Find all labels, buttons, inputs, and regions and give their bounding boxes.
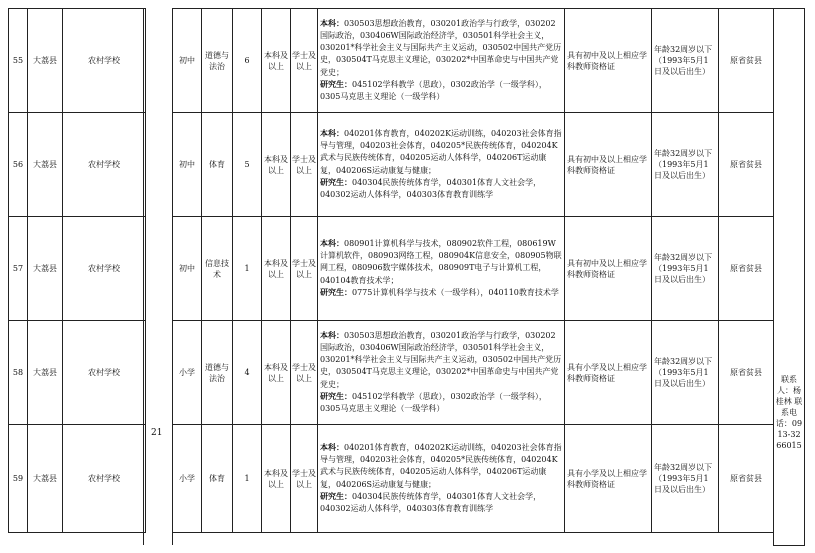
- certificate-cell: 具有小学及以上相应学科教师资格证: [565, 321, 652, 425]
- county-category-cell: 原省贫县: [719, 321, 774, 425]
- age-requirement-cell: 年龄32周岁以下（1993年5月1日及以后出生）: [652, 217, 719, 321]
- position-table: [172, 8, 774, 533]
- count-cell: 4: [233, 321, 262, 425]
- subject-cell: 道德与法治: [202, 321, 233, 425]
- county-cell: 大荔县: [28, 425, 63, 533]
- table-row: [9, 113, 146, 217]
- table-row: [9, 321, 146, 425]
- major-cell: [318, 425, 565, 533]
- major-list-text: 040201体育教育，040202K运动训练，040203社会体育指导与管理，040203社会体育，040205*民族传统体育，040204K武术与民族传统体育，040205运动人体科学，040206T运动康复，040206S运动康复与健康；: [320, 442, 562, 489]
- left-table: [8, 8, 146, 533]
- major-list-text: 030503思想政治教育，030201政治学与行政学，030202国际政治，030406W国际政治经济学，030501科学社会主义，030201*科学社会主义与国际共产主义运动，030502中国共产党历史，030504T马克思主义理论，030202*中国革命史与中国共产党党史；: [320, 18, 562, 77]
- school-type-cell: 农村学校: [63, 425, 146, 533]
- table-row: [9, 425, 146, 533]
- county-category-cell: 原省贫县: [719, 217, 774, 321]
- major-list-text: 080901计算机科学与技术，080902软件工程，080619W计算机软件，080903网络工程，080904K信息安全，080905物联网工程，080906数字媒体技术，080909T电子与计算机工程，040104教育技术学；: [320, 238, 562, 285]
- major-list-text: 0775计算机科学与技术（一级学科），040110教育技术学: [352, 287, 559, 297]
- major-list-text: 040304民族传统体育学，040301体育人文社会学，040302运动人体科学，040303体育教育训练学: [320, 491, 542, 513]
- certificate-cell: 具有初中及以上相应学科教师资格证: [565, 113, 652, 217]
- major-level-label: 研究生：: [320, 79, 352, 89]
- major-level-label: 研究生：: [320, 391, 352, 401]
- count-cell: 5: [233, 113, 262, 217]
- major-level-label: 研究生：: [320, 287, 352, 297]
- major-level-label: 本科：: [320, 330, 344, 340]
- major-list-text: 045102学科教学（思政），0302政治学（一级学科），0305马克思主义理论（一级学科）: [320, 391, 547, 413]
- major-list-text: 030503思想政治教育，030201政治学与行政学，030202国际政治，030406W国际政治经济学，030501科学社会主义，030201*科学社会主义与国际共产主义运动，030502中国共产党历史，030504T马克思主义理论，030202*中国革命史与中国共产党党史；: [320, 330, 562, 389]
- major-list-text: 040201体育教育，040202K运动训练，040203社会体育指导与管理，040203社会体育，040205*民族传统体育，040204K武术与民族传统体育，040205运动人体科学，040206T运动康复，040206S运动康复与健康；: [320, 128, 562, 175]
- row-number: 58: [9, 321, 28, 425]
- table-row: [173, 217, 774, 321]
- age-requirement-cell: 年龄32周岁以下（1993年5月1日及以后出生）: [652, 113, 719, 217]
- county-cell: 大荔县: [28, 113, 63, 217]
- age-requirement-cell: 年龄32周岁以下（1993年5月1日及以后出生）: [652, 425, 719, 533]
- degree-cell: 学士及以上: [291, 425, 318, 533]
- major-cell: [318, 9, 565, 113]
- merged-count: 21: [151, 428, 163, 438]
- degree-cell: 学士及以上: [291, 217, 318, 321]
- subject-cell: 体育: [202, 113, 233, 217]
- certificate-cell: 具有小学及以上相应学科教师资格证: [565, 425, 652, 533]
- major-level-label: 研究生：: [320, 177, 352, 187]
- major-level-label: 本科：: [320, 18, 344, 28]
- certificate-cell: 具有初中及以上相应学科教师资格证: [565, 217, 652, 321]
- education-cell: 本科及以上: [262, 321, 291, 425]
- subject-cell: 信息技术: [202, 217, 233, 321]
- major-level-label: 本科：: [320, 238, 344, 248]
- county-category-cell: 原省贫县: [719, 9, 774, 113]
- row-number: 59: [9, 425, 28, 533]
- major-list-text: 040304民族传统体育学，040301体育人文社会学，040302运动人体科学，040303体育教育训练学: [320, 177, 542, 199]
- count-cell: 6: [233, 9, 262, 113]
- degree-cell: 学士及以上: [291, 321, 318, 425]
- degree-cell: 学士及以上: [291, 9, 318, 113]
- major-level-label: 本科：: [320, 442, 344, 452]
- table-row: [173, 113, 774, 217]
- school-type-cell: 农村学校: [63, 321, 146, 425]
- subject-cell: 体育: [202, 425, 233, 533]
- degree-cell: 学士及以上: [291, 113, 318, 217]
- major-list-text: 045102学科教学（思政），0302政治学（一级学科），0305马克思主义理论（一级学科）: [320, 79, 547, 101]
- school-type-cell: 农村学校: [63, 9, 146, 113]
- major-cell: [318, 217, 565, 321]
- table-row: [173, 321, 774, 425]
- education-cell: 本科及以上: [262, 425, 291, 533]
- contact-info: 联系人：杨桂林 联系电话：0913-3266015: [775, 375, 803, 450]
- county-cell: 大荔县: [28, 9, 63, 113]
- row-number: 56: [9, 113, 28, 217]
- school-type-cell: 农村学校: [63, 113, 146, 217]
- table-row: [173, 425, 774, 533]
- school-level-cell: 初中: [173, 217, 202, 321]
- county-category-cell: 原省贫县: [719, 425, 774, 533]
- row-number: 57: [9, 217, 28, 321]
- county-cell: 大荔县: [28, 321, 63, 425]
- education-cell: 本科及以上: [262, 217, 291, 321]
- table-row: [9, 9, 146, 113]
- education-cell: 本科及以上: [262, 9, 291, 113]
- merged-column: [143, 8, 173, 545]
- major-level-label: 研究生：: [320, 491, 352, 501]
- table-row: [9, 217, 146, 321]
- school-level-cell: 小学: [173, 425, 202, 533]
- age-requirement-cell: 年龄32周岁以下（1993年5月1日及以后出生）: [652, 9, 719, 113]
- table-row: [173, 9, 774, 113]
- school-level-cell: 初中: [173, 113, 202, 217]
- county-category-cell: 原省贫县: [719, 113, 774, 217]
- contact-column: [773, 8, 805, 546]
- major-cell: [318, 113, 565, 217]
- certificate-cell: 具有初中及以上相应学科教师资格证: [565, 9, 652, 113]
- school-type-cell: 农村学校: [63, 217, 146, 321]
- major-level-label: 本科：: [320, 128, 344, 138]
- count-cell: 1: [233, 425, 262, 533]
- school-level-cell: 小学: [173, 321, 202, 425]
- age-requirement-cell: 年龄32周岁以下（1993年5月1日及以后出生）: [652, 321, 719, 425]
- major-cell: [318, 321, 565, 425]
- county-cell: 大荔县: [28, 217, 63, 321]
- count-cell: 1: [233, 217, 262, 321]
- school-level-cell: 初中: [173, 9, 202, 113]
- education-cell: 本科及以上: [262, 113, 291, 217]
- subject-cell: 道德与法治: [202, 9, 233, 113]
- row-number: 55: [9, 9, 28, 113]
